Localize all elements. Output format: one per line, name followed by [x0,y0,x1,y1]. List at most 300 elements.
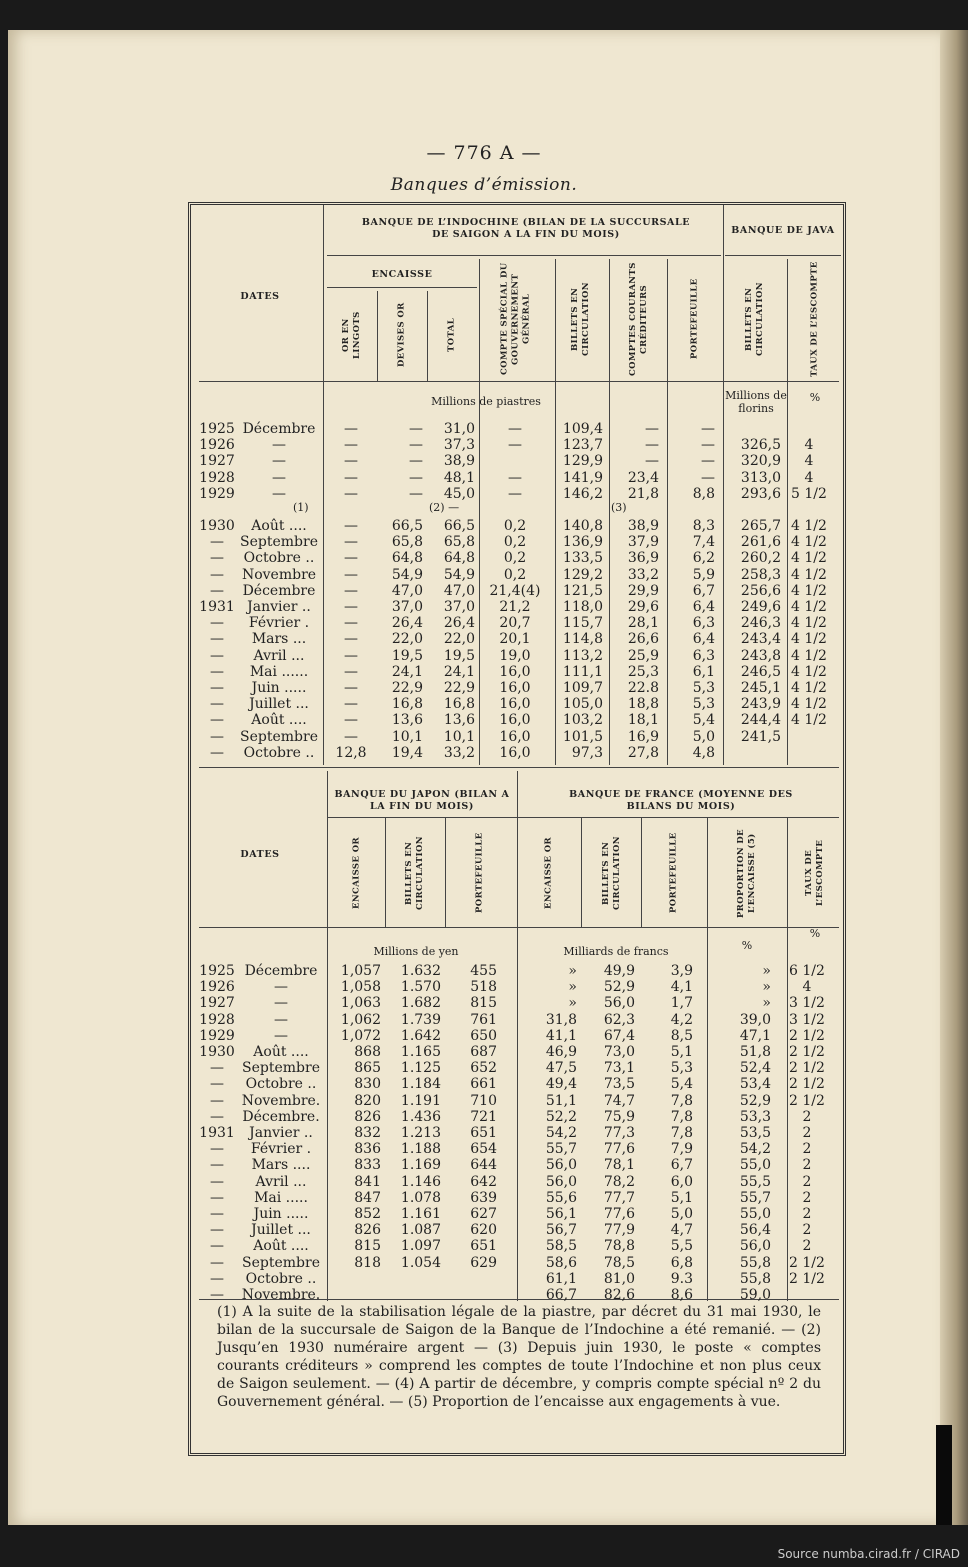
table-cell: Septembre [242,1060,320,1077]
unit-florins: Millions de florins [725,389,787,415]
footnotes: (1) A la suite de la stabilisation légale de la piastre, par décret du 31 mai 1930, le bilan de la succursale de Saigon de la Banque de l’Indochine a été remanié. — (2) Jusqu’en 1930 numéraire argent — (3) Depuis juin 1930, le poste « comptes courants créditeurs » comprend les comptes de toute l’Indochine et non plus ceux de Saigon seulement. — (4) A partir de décembre, y compris compte spécial nº 2 du Gouvernement général. — (5) Proportion de l’encaisse aux engagements à vue. [217,1304,821,1410]
table-row [191,1044,843,1060]
table-cell: 52,9 [739,1092,771,1109]
table1-header-indochine: BANQUE DE L’INDOCHINE (BILAN DE LA SUCCURSALE DE SAIGON A LA FIN DU MOIS) [361,217,691,240]
table-cell: 19,0 [499,647,531,664]
table-cell: » [568,995,577,1012]
table-cell: 687 [470,1044,497,1060]
table-cell: — [210,1270,224,1287]
table-cell: Avril ... [253,647,305,664]
table-cell: 1926 [199,437,235,454]
col-proportion: PROPORTION DE L’ENCAISSE (5) [736,828,757,918]
table2-header-japon: BANQUE DU JAPON (BILAN A LA FIN DU MOIS) [334,789,510,812]
table-cell: 6,8 [670,1254,693,1271]
table-cell: 33,2 [627,566,659,583]
table-cell: 77,3 [603,1125,635,1141]
table-cell: 97,3 [571,744,603,761]
table-cell: 1930 [199,518,235,534]
table-cell: 6,2 [692,550,715,567]
table-cell: 8,6 [670,1287,693,1303]
table-cell: — [409,453,423,470]
table-cell: 1928 [199,1011,235,1028]
table-row [191,1076,843,1092]
table-cell: 826 [354,1222,381,1239]
rule [377,291,378,381]
table-row [191,1157,843,1173]
table-cell: 629 [470,1254,497,1271]
table-cell: 8,5 [670,1027,693,1044]
table-row [191,1028,843,1044]
table-cell: 4 1/2 [791,599,827,615]
table-cell: 12,8 [335,744,367,761]
table-cell: 2 1/2 [789,1270,825,1287]
table-cell: 1.087 [400,1222,441,1239]
table-cell: 52,9 [603,979,635,996]
table-cell: Août .... [251,712,307,729]
table-cell: 4 1/2 [791,615,827,632]
col-portefeuille-japon: PORTEFEUILLE [474,832,485,914]
table-cell: 1.165 [400,1044,441,1060]
table-cell: Novembre [241,566,317,583]
table-cell: 16,8 [391,696,423,713]
table-cell: » [568,963,577,979]
table-row [191,1287,843,1303]
table-cell: 41,1 [545,1027,577,1044]
table-cell: 1,7 [670,995,693,1012]
table-cell: 865 [354,1060,381,1077]
table-cell: — [210,615,224,632]
table-cell: 129,9 [562,453,603,470]
table-cell: » [762,963,771,979]
table-cell: 1.739 [400,1011,441,1028]
table-cell: 47,5 [545,1060,577,1077]
table-cell: 5,4 [670,1076,693,1093]
table-cell: 20,7 [499,615,531,632]
table-cell: 56,0 [545,1157,577,1174]
table-cell: 19,5 [443,647,475,664]
col-billets-japon: BILLETS EN CIRCULATION [404,836,425,910]
table2-dates-label: DATES [240,849,280,860]
table-cell: 1,063 [340,995,381,1012]
table-cell: 1.169 [400,1157,441,1174]
table-cell: — [210,712,224,729]
table-cell: 4 1/2 [791,550,827,567]
table-cell: 38,9 [627,518,659,534]
table-cell: 77,9 [603,1222,635,1239]
table-cell: 82,6 [603,1287,635,1303]
table-cell: 55,0 [739,1157,771,1174]
table-cell: — [344,550,358,567]
table-cell: 65,8 [391,534,423,551]
table-cell: 1,062 [340,1011,381,1028]
table-cell: 22,9 [443,680,475,696]
table-cell: 54,9 [443,566,475,583]
rule [327,817,839,818]
table-row [191,599,843,615]
table-cell: 19,4 [391,744,423,761]
statistics-table-frame [188,202,846,1456]
table-cell: 55,7 [739,1189,771,1206]
table-cell: — [274,1011,288,1028]
col-billets-france: BILLETS EN CIRCULATION [601,836,622,910]
table-row [191,421,843,437]
table-cell: 13,6 [443,712,475,729]
table-cell: 644 [470,1157,497,1174]
table-cell: — [274,979,288,996]
table-cell: 2 [802,1125,812,1141]
table-cell: 1.125 [400,1060,441,1077]
unit-pct-proportion: % [741,939,753,952]
rule [199,381,839,382]
table-row [191,437,843,453]
table-cell: 651 [470,1125,497,1141]
table-cell: 820 [354,1092,381,1109]
table-cell: 7,4 [692,534,715,551]
table-cell: 103,2 [562,712,603,729]
table-row [191,1271,843,1287]
table-cell: 0,2 [503,566,527,583]
table-row [191,1222,843,1238]
table-cell: 852 [354,1206,381,1222]
table-cell: » [568,979,577,996]
table-cell: 2 1/2 [789,1076,825,1093]
table-cell: Septembre [240,534,318,551]
table-cell: 6,0 [670,1173,693,1190]
table-cell: 77,6 [603,1206,635,1222]
table-cell: 74,7 [603,1092,635,1109]
table-cell: — [344,712,358,729]
table-cell: 4 [804,453,814,470]
table-cell: 146,2 [562,485,603,502]
table-cell: — [409,469,423,486]
table-cell: 1.642 [400,1027,441,1044]
table-cell: 2 [802,1222,812,1239]
table-cell: 56,7 [545,1222,577,1239]
table-cell: 246,3 [740,615,781,632]
table-cell: — [344,485,358,502]
table-cell: 1.682 [400,995,441,1012]
table-cell: 320,9 [740,453,781,470]
table-cell: 25,3 [627,663,659,680]
col-taux-france: TAUX DE L’ESCOMPTE [804,839,825,907]
table-cell: 53,5 [739,1125,771,1141]
table-cell: 2 [802,1173,812,1190]
table-cell: 73,5 [603,1076,635,1093]
table-row [191,567,843,583]
table-cell: 16,0 [499,696,531,713]
table-cell: 10,1 [443,728,475,745]
table-cell: 1.570 [400,979,441,996]
table-cell: — [645,421,659,437]
table-cell: 1.097 [400,1238,441,1255]
table-cell: — [210,1189,224,1206]
table-cell: — [508,469,522,486]
table-cell: 115,7 [562,615,603,632]
table-cell: 8,3 [692,518,715,534]
table-cell: 260,2 [740,550,781,567]
table-cell: — [344,631,358,648]
table-cell: — [210,1238,224,1255]
table-cell: 66,5 [391,518,423,534]
table-cell: 53,4 [739,1076,771,1093]
table-cell: 16,0 [499,712,531,729]
table-cell: 21,4(4) [489,582,541,599]
table-cell: 47,0 [443,582,475,599]
table-cell: 77,7 [603,1189,635,1206]
table-cell: 22.8 [627,680,659,696]
table-cell: 833 [354,1157,381,1174]
table-cell: — [210,663,224,680]
table-cell: 1931 [199,1125,235,1141]
table-cell: — [344,615,358,632]
table-cell: — [344,534,358,551]
table-cell: 81,0 [603,1270,635,1287]
table-cell: 830 [354,1076,381,1093]
table-cell: 5,0 [692,728,715,745]
table-cell: 261,6 [740,534,781,551]
table-cell: Septembre [240,728,318,745]
table-cell: 64,8 [391,550,423,567]
table-cell: 121,5 [562,582,603,599]
table-cell: Janvier .. [249,1125,313,1141]
table-cell: 710 [470,1092,497,1109]
table-cell: 4 1/2 [791,712,827,729]
table-cell: 4 [804,469,814,486]
table-cell: 2 [802,1238,812,1255]
table-row [191,1141,843,1157]
table-cell: 0,2 [503,534,527,551]
table-cell: 1927 [199,995,235,1012]
table-cell: 1.213 [400,1125,441,1141]
table-cell: Juillet ... [251,1222,311,1239]
table-row [191,1109,843,1125]
table-cell: 78,1 [603,1157,635,1174]
col-billets: BILLETS EN CIRCULATION [570,282,591,356]
table-cell: 6,3 [692,647,715,664]
table-cell: Août .... [253,1238,309,1255]
table-cell: 75,9 [603,1108,635,1125]
table-cell: 8,8 [692,485,715,502]
table-cell: — [344,599,358,615]
table-cell: 243,4 [740,631,781,648]
table-cell: — [344,728,358,745]
table-cell: 1928 [199,469,235,486]
table-cell: 4 1/2 [791,582,827,599]
table-cell: 868 [354,1044,381,1060]
table-cell: — [701,453,715,470]
table-cell: — [508,421,522,437]
table-cell: 639 [470,1189,497,1206]
table-cell: 33,2 [443,744,475,761]
table-cell: 37,0 [391,599,423,615]
table-cell: 1929 [199,485,235,502]
table-cell: 293,6 [740,485,781,502]
table-cell: — [344,582,358,599]
table-cell: 101,5 [562,728,603,745]
table-cell: — [701,421,715,437]
table-cell: 642 [470,1173,497,1190]
table-cell: 313,0 [740,469,781,486]
table-cell: 836 [354,1141,381,1158]
table-cell: 6,4 [692,631,715,648]
table-cell: 4,2 [670,1011,693,1028]
table-cell: 56,4 [739,1222,771,1239]
table-cell: 136,9 [562,534,603,551]
table-cell: 1930 [199,1044,235,1060]
table-row [191,1238,843,1254]
table-cell: 5,3 [670,1060,693,1077]
table-cell: 56,0 [545,1173,577,1190]
table-cell: — [344,453,358,470]
table-cell: — [210,1076,224,1093]
table-row [191,1190,843,1206]
table-cell: 847 [354,1189,381,1206]
table-cell: 55,6 [545,1189,577,1206]
table-cell: — [210,1222,224,1239]
table-row [191,664,843,680]
table-cell: 841 [354,1173,381,1190]
table-row [191,995,843,1011]
table-cell: 26,4 [391,615,423,632]
table-cell: 5 1/2 [791,485,827,502]
table-cell: Mars .... [251,1157,311,1174]
table-cell: 1927 [199,453,235,470]
table-cell: 52,2 [545,1108,577,1125]
page-edge [940,30,968,1525]
table-cell: 58,5 [545,1238,577,1255]
table-cell: 1,057 [340,963,381,979]
table-cell: 0,2 [503,518,527,534]
table-cell: 16,0 [499,680,531,696]
rule [327,255,721,256]
table-cell: 66,5 [443,518,475,534]
table-cell: — [645,437,659,454]
table-cell: 6,7 [670,1157,693,1174]
table-cell: 4 1/2 [791,696,827,713]
table-cell: 62,3 [603,1011,635,1028]
table-cell: — [508,437,522,454]
table-cell: 5,9 [692,566,715,583]
table-cell: 22,0 [391,631,423,648]
table-cell: 13,6 [391,712,423,729]
table-cell: — [645,453,659,470]
table-cell: Novembre. [241,1287,321,1303]
table-cell: 29,9 [627,582,659,599]
table-cell: 4 1/2 [791,534,827,551]
table-cell: 26,4 [443,615,475,632]
table-cell: 65,8 [443,534,475,551]
table1-encaisse-label: ENCAISSE [371,269,433,280]
table-cell: 55,5 [739,1173,771,1190]
table-cell: — [210,550,224,567]
table-cell: — [274,995,288,1012]
table-cell: — [409,437,423,454]
table-row [191,486,843,502]
table-cell: 7,8 [670,1125,693,1141]
table-cell: 20,1 [499,631,531,648]
table-cell: — [272,485,286,502]
table-cell: 2 [802,1206,812,1222]
unit-piastres: Millions de piastres [431,395,541,408]
table-cell: 627 [470,1206,497,1222]
table-cell: 19,5 [391,647,423,664]
table-cell: 73,0 [603,1044,635,1060]
table1-dates-label: DATES [240,291,280,302]
table-row [191,680,843,696]
table-cell: Juin ..... [251,680,307,696]
table-cell: 78,5 [603,1254,635,1271]
table-cell: 3 1/2 [789,1011,825,1028]
table-cell: 113,2 [562,647,603,664]
table-row [191,1255,843,1271]
table-cell: — [210,744,224,761]
table-cell: 49,9 [603,963,635,979]
table-cell: 25,9 [627,647,659,664]
table-row [191,979,843,995]
table-row [191,470,843,486]
table-cell: 61,1 [545,1270,577,1287]
table-cell: 58,6 [545,1254,577,1271]
table-cell: 5,5 [670,1238,693,1255]
table-cell: 5,3 [692,696,715,713]
col-encaisse-or-japon: ENCAISSE OR [351,837,362,909]
unit-francs: Milliards de francs [563,945,669,958]
table-cell: 826 [354,1108,381,1125]
table-cell: — [344,469,358,486]
table-cell: Décembre [242,421,316,437]
table-cell: 1,072 [340,1027,381,1044]
table-cell: 10,1 [391,728,423,745]
table-cell: Juin ..... [253,1206,309,1222]
table-cell: — [344,663,358,680]
note-3: (3) [611,501,627,514]
col-total: TOTAL [446,317,457,353]
table-cell: — [210,696,224,713]
table-cell: 114,8 [562,631,603,648]
table-cell: 38,9 [443,453,475,470]
table-cell: 1.161 [400,1206,441,1222]
table-cell: — [701,469,715,486]
table-cell: 256,6 [740,582,781,599]
table2-header-france: BANQUE DE FRANCE (MOYENNE DES BILANS DU MOIS) [569,789,793,812]
table-cell: 2 1/2 [789,1254,825,1271]
source-credit: Source numba.cirad.fr / CIRAD [777,1547,960,1561]
table-cell: — [210,566,224,583]
table-cell: 4 [802,979,812,996]
table-cell: 45,0 [443,485,475,502]
table-cell: 118,0 [562,599,603,615]
table-cell: 59,0 [739,1287,771,1303]
table-cell: 815 [354,1238,381,1255]
table-cell: 245,1 [740,680,781,696]
table-cell: 243,9 [740,696,781,713]
table-cell: 6,7 [692,582,715,599]
table-cell: 78,8 [603,1238,635,1255]
table-cell: 123,7 [562,437,603,454]
table-cell: 54,9 [391,566,423,583]
table-cell: 1926 [199,979,235,996]
table-row [191,696,843,712]
table-cell: 5,1 [670,1189,693,1206]
table-cell: — [344,680,358,696]
table-cell: 141,9 [562,469,603,486]
table-row [191,518,843,534]
table-cell: — [210,1092,224,1109]
table-cell: Décembre. [242,1108,320,1125]
col-or-lingots: OR EN LINGOTS [341,311,362,359]
col-devises-or: DEVISES OR [396,302,407,368]
table-cell: Octobre .. [243,744,315,761]
